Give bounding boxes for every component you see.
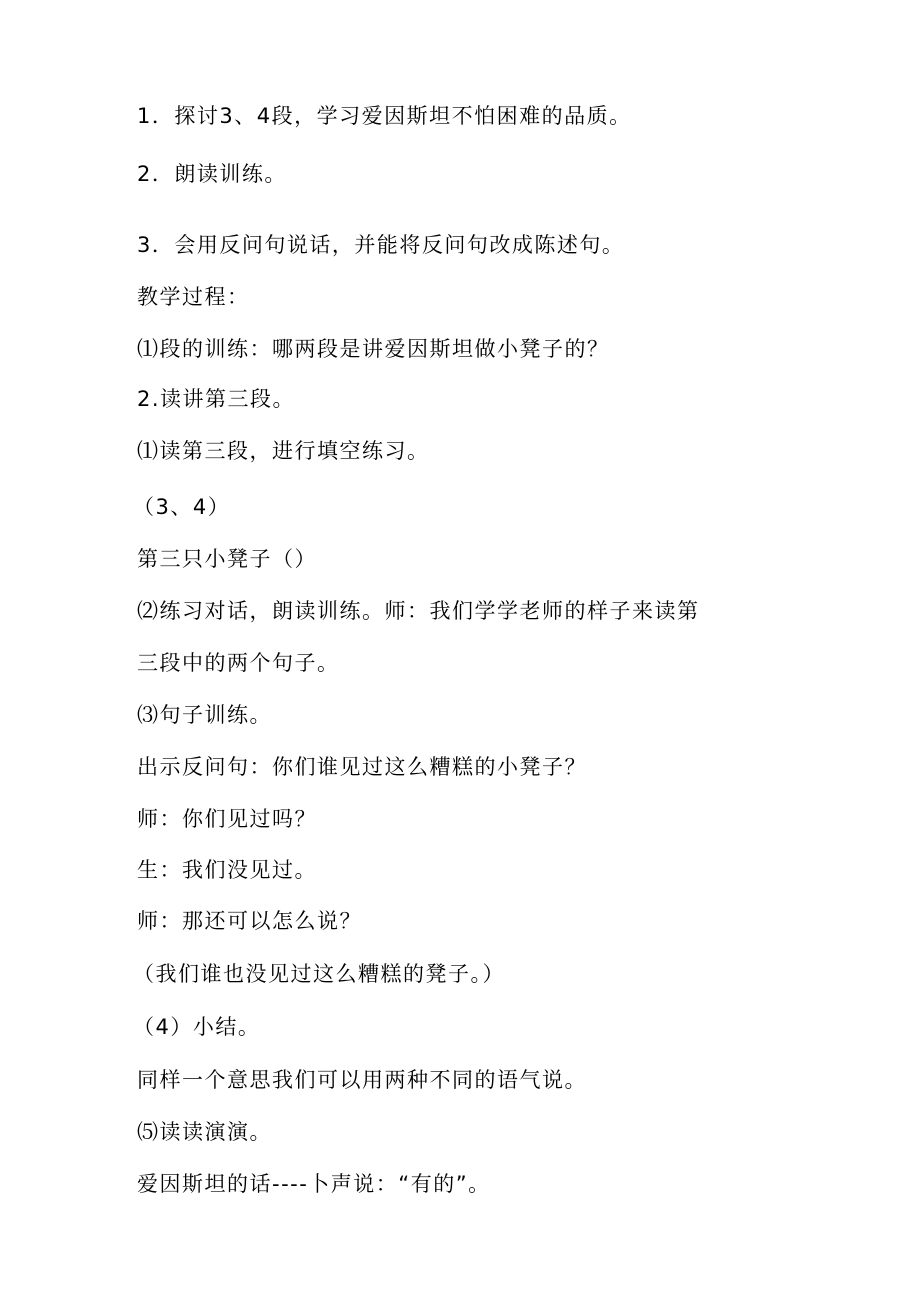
einstein-quote: 爱因斯坦的话----卜声说：“有的”。 [137,1172,491,1196]
fill-blank-exercise: ⑴读第三段，进行填空练习。 [137,439,430,463]
summary-heading: （4）小结。 [133,1015,261,1039]
summary-text: 同样一个意思我们可以用两种不同的语气说。 [137,1068,587,1092]
read-and-act: ⑸读读演演。 [137,1120,272,1144]
student-answer: 生：我们没见过。 [137,858,317,882]
section-heading-process: 教学过程： [137,285,250,309]
dialogue-practice: ⑵练习对话，朗读训练。师：我们学学老师的样子来读第 [137,599,700,623]
teacher-question-2: 师：那还可以怎么说？ [137,909,362,933]
dialogue-practice-continued: 三段中的两个句子。 [137,651,340,675]
objective-3: 3．会用反问句说话，并能将反问句改成陈述句。 [137,233,625,257]
paragraph-range: （3、4） [133,495,231,519]
declarative-answer: （我们谁也没见过这么糟糕的凳子。） [133,962,505,986]
teacher-question-1: 师：你们见过吗？ [137,807,317,831]
objective-1: 1．探讨3、4段，学习爱因斯坦不怕困难的品质。 [137,104,632,128]
read-third-paragraph: 2.读讲第三段。 [137,387,296,411]
sentence-training: ⑶句子训练。 [137,703,272,727]
rhetorical-question: 出示反问句：你们谁见过这么糟糕的小凳子？ [137,755,587,779]
paragraph-training: ⑴段的训练：哪两段是讲爱因斯坦做小凳子的？ [137,337,610,361]
third-stool-blank: 第三只小凳子（） [137,547,317,571]
objective-2: 2．朗读训练。 [137,162,287,186]
